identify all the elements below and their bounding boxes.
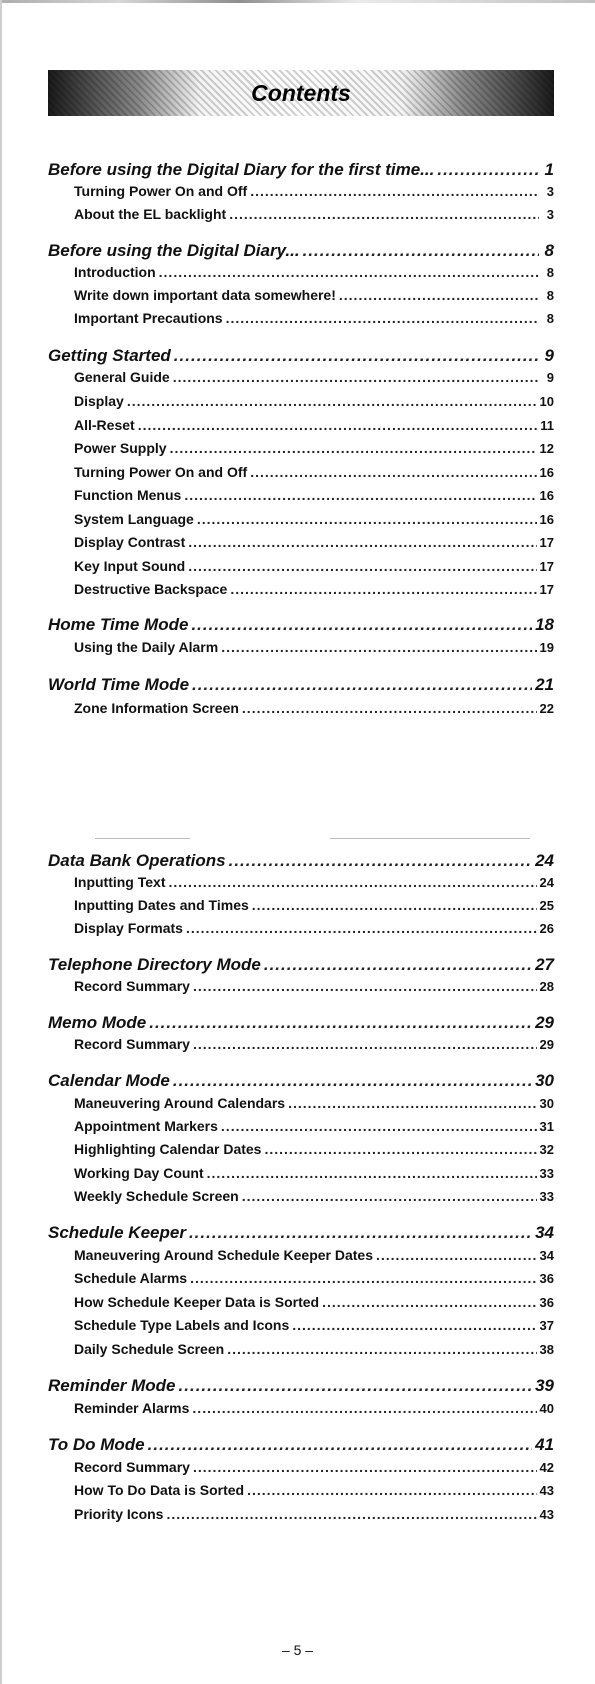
dot-leader — [166, 1506, 536, 1522]
toc-entry-page-number: 22 — [539, 701, 554, 716]
toc-entry-label: Record Summary — [74, 1459, 190, 1475]
toc-entry-page-number: 8 — [546, 311, 554, 326]
dot-leader — [303, 241, 539, 261]
toc-entry-page-number: 24 — [535, 851, 554, 870]
toc-entry-label: Weekly Schedule Screen — [74, 1188, 239, 1204]
toc-entry-page-number: 43 — [539, 1507, 554, 1522]
scan-edge-left — [0, 0, 2, 1684]
toc-subsection-entry — [74, 310, 554, 328]
toc-subsection-entry — [74, 1341, 554, 1359]
toc-entry-page-number: 8 — [546, 265, 554, 280]
toc-subsection-entry — [74, 1400, 554, 1418]
toc-section-entry — [48, 675, 554, 697]
dot-leader — [229, 851, 532, 871]
dot-leader — [242, 700, 537, 716]
toc-section-entry — [48, 241, 554, 263]
dot-leader — [247, 1482, 536, 1498]
dot-leader — [437, 160, 539, 180]
toc-entry-page-number: 16 — [539, 512, 554, 527]
toc-entry-page-number: 33 — [539, 1189, 554, 1204]
toc-entry-label: Maneuvering Around Schedule Keeper Dates — [74, 1247, 373, 1263]
toc-entry-label: Appointment Markers — [74, 1118, 218, 1134]
dot-leader — [264, 1141, 536, 1157]
toc-entry-label: Data Bank Operations — [48, 851, 226, 870]
toc-entry-label: World Time Mode — [48, 675, 190, 694]
toc-entry-page-number: 28 — [539, 979, 554, 994]
toc-entry-label: Record Summary — [74, 1036, 190, 1052]
toc-section-entry — [48, 346, 554, 368]
toc-entry-page-number: 29 — [539, 1037, 554, 1052]
toc-section-entry — [48, 615, 554, 637]
dot-leader — [197, 511, 537, 527]
toc-section-entry — [48, 1223, 554, 1245]
toc-entry-label: General Guide — [74, 369, 170, 385]
toc-entry-label: Write down important data somewhere! — [74, 287, 336, 303]
toc-entry-label: Using the Daily Alarm — [74, 639, 219, 655]
toc-entry-page-number: 9 — [546, 370, 554, 385]
dot-leader — [174, 346, 539, 366]
toc-entry-page-number: 32 — [539, 1142, 554, 1157]
dot-leader — [189, 1223, 532, 1243]
toc-subsection-entry — [74, 1036, 554, 1054]
toc-subsection-entry — [74, 1459, 554, 1477]
toc-entry-page-number: 19 — [539, 640, 554, 655]
dot-leader — [192, 675, 532, 695]
dot-leader — [250, 464, 536, 480]
toc-entry-label: Turning Power On and Off — [74, 183, 248, 199]
toc-subsection-entry — [74, 1165, 554, 1183]
toc-subsection-entry — [74, 581, 554, 599]
toc-entry-label: Priority Icons — [74, 1506, 164, 1522]
toc-subsection-entry — [74, 440, 554, 458]
toc-entry-page-number: 27 — [535, 955, 554, 974]
toc-entry-label: Daily Schedule Screen — [74, 1341, 225, 1357]
dot-leader — [173, 1071, 532, 1091]
toc-entry-label: Before using the Digital Diary for the first time... — [48, 160, 435, 179]
toc-entry-label: How Schedule Keeper Data is Sorted — [74, 1294, 320, 1310]
dot-leader — [288, 1095, 536, 1111]
toc-subsection-entry — [74, 897, 554, 915]
dot-leader — [292, 1317, 536, 1333]
toc-entry-page-number: 16 — [539, 465, 554, 480]
toc-subsection-entry — [74, 639, 554, 657]
dot-leader — [193, 978, 537, 994]
toc-entry-page-number: 33 — [539, 1166, 554, 1181]
toc-subsection-entry — [74, 1482, 554, 1500]
toc-entry-label: About the EL backlight — [74, 206, 227, 222]
toc-entry-page-number: 1 — [544, 160, 554, 179]
toc-entry-label: Display Contrast — [74, 534, 186, 550]
toc-entry-label: Display Formats — [74, 920, 183, 936]
toc-subsection-entry — [74, 369, 554, 387]
toc-section-entry — [48, 955, 554, 977]
toc-entry-label: Inputting Text — [74, 874, 166, 890]
toc-entry-label: Record Summary — [74, 978, 190, 994]
toc-subsection-entry — [74, 511, 554, 529]
dot-leader — [184, 487, 536, 503]
dot-leader — [227, 1341, 536, 1357]
toc-entry-label: Calendar Mode — [48, 1071, 170, 1090]
dot-leader — [193, 1459, 537, 1475]
toc-entry-label: Introduction — [74, 264, 156, 280]
dot-leader — [207, 1165, 537, 1181]
toc-entry-label: System Language — [74, 511, 194, 527]
toc-entry-label: Schedule Keeper — [48, 1223, 186, 1242]
dot-leader — [188, 558, 536, 574]
dot-leader — [339, 287, 539, 303]
dot-leader — [221, 1118, 537, 1134]
dot-leader — [192, 1400, 536, 1416]
contents-banner — [48, 70, 554, 116]
toc-section-entry — [48, 1435, 554, 1457]
dot-leader — [169, 874, 537, 890]
toc-subsection-entry — [74, 1506, 554, 1524]
toc-entry-page-number: 3 — [546, 207, 554, 222]
page-title: Contents — [251, 80, 351, 106]
toc-entry-page-number: 26 — [539, 921, 554, 936]
toc-entry-page-number: 29 — [535, 1013, 554, 1032]
dot-leader — [127, 393, 537, 409]
toc-subsection-entry — [74, 417, 554, 435]
toc-entry-label: Display — [74, 393, 124, 409]
dot-leader — [170, 440, 537, 456]
toc-subsection-entry — [74, 1294, 554, 1312]
toc-subsection-entry — [74, 464, 554, 482]
toc-entry-page-number: 24 — [539, 875, 554, 890]
toc-entry-label: Highlighting Calendar Dates — [74, 1141, 262, 1157]
toc-entry-page-number: 34 — [535, 1223, 554, 1242]
toc-entry-page-number: 31 — [539, 1119, 554, 1134]
toc-entry-label: To Do Mode — [48, 1435, 145, 1454]
toc-subsection-entry — [74, 487, 554, 505]
toc-subsection-entry — [74, 183, 554, 201]
toc-subsection-entry — [74, 558, 554, 576]
dot-leader — [148, 1435, 532, 1455]
toc-subsection-entry — [74, 1095, 554, 1113]
scan-edge-top — [0, 0, 595, 3]
toc-entry-page-number: 18 — [535, 615, 554, 634]
toc-entry-label: Before using the Digital Diary... — [48, 241, 300, 260]
toc-entry-page-number: 9 — [544, 346, 554, 365]
toc-entry-page-number: 21 — [535, 675, 554, 694]
toc-subsection-entry — [74, 534, 554, 552]
toc-section-entry — [48, 1376, 554, 1398]
dot-leader — [191, 615, 532, 635]
toc-subsection-entry — [74, 920, 554, 938]
dot-leader — [186, 920, 537, 936]
toc-section-entry — [48, 851, 554, 873]
toc-entry-label: Important Precautions — [74, 310, 223, 326]
dot-leader — [179, 1376, 533, 1396]
dot-leader — [221, 639, 536, 655]
toc-entry-label: Power Supply — [74, 440, 167, 456]
toc-entry-page-number: 30 — [539, 1096, 554, 1111]
toc-section-entry — [48, 160, 554, 182]
toc-subsection-entry — [74, 978, 554, 996]
toc-entry-page-number: 38 — [539, 1342, 554, 1357]
toc-entry-page-number: 36 — [539, 1271, 554, 1286]
dot-leader — [193, 1036, 537, 1052]
dot-leader — [229, 206, 539, 222]
dot-leader — [173, 369, 539, 385]
toc-entry-page-number: 12 — [539, 441, 554, 456]
page-divider — [0, 838, 595, 840]
toc-entry-page-number: 36 — [539, 1295, 554, 1310]
dot-leader — [138, 417, 538, 433]
page-number: – 5 – — [281, 1642, 314, 1658]
toc-entry-label: Reminder Alarms — [74, 1400, 190, 1416]
toc-entry-page-number: 34 — [539, 1248, 554, 1263]
toc-entry-label: Function Menus — [74, 487, 182, 503]
toc-entry-label: Memo Mode — [48, 1013, 147, 1032]
toc-entry-label: Zone Information Screen — [74, 700, 239, 716]
toc-subsection-entry — [74, 1188, 554, 1206]
toc-subsection-entry — [74, 1317, 554, 1335]
dot-leader — [149, 1013, 532, 1033]
dot-leader — [159, 264, 539, 280]
toc-entry-label: Reminder Mode — [48, 1376, 176, 1395]
toc-subsection-entry — [74, 1247, 554, 1265]
dot-leader — [242, 1188, 537, 1204]
toc-entry-page-number: 37 — [539, 1318, 554, 1333]
toc-entry-page-number: 39 — [535, 1376, 554, 1395]
toc-entry-label: Getting Started — [48, 346, 171, 365]
toc-entry-page-number: 8 — [546, 288, 554, 303]
toc-entry-page-number: 42 — [539, 1460, 554, 1475]
dot-leader — [188, 534, 536, 550]
toc-section-entry — [48, 1071, 554, 1093]
toc-subsection-entry — [74, 264, 554, 282]
toc-entry-label: Turning Power On and Off — [74, 464, 248, 480]
dot-leader — [252, 897, 537, 913]
toc-subsection-entry — [74, 1141, 554, 1159]
toc-entry-label: Working Day Count — [74, 1165, 204, 1181]
toc-entry-page-number: 3 — [546, 184, 554, 199]
toc-entry-page-number: 40 — [539, 1401, 554, 1416]
toc-entry-page-number: 17 — [539, 559, 554, 574]
toc-entry-page-number: 16 — [539, 488, 554, 503]
toc-subsection-entry — [74, 700, 554, 718]
toc-entry-page-number: 8 — [544, 241, 554, 260]
toc-subsection-entry — [74, 874, 554, 892]
toc-entry-label: Schedule Type Labels and Icons — [74, 1317, 290, 1333]
dot-leader — [226, 310, 539, 326]
toc-entry-page-number: 17 — [539, 535, 554, 550]
dot-leader — [322, 1294, 536, 1310]
toc-entry-label: Telephone Directory Mode — [48, 955, 261, 974]
dot-leader — [250, 183, 539, 199]
toc-entry-label: Inputting Dates and Times — [74, 897, 249, 913]
dot-leader — [190, 1270, 536, 1286]
dot-leader — [230, 581, 536, 597]
dot-leader — [264, 955, 532, 975]
toc-section-entry — [48, 1013, 554, 1035]
toc-subsection-entry — [74, 287, 554, 305]
toc-entry-label: Schedule Alarms — [74, 1270, 188, 1286]
toc-entry-label: How To Do Data is Sorted — [74, 1482, 245, 1498]
dot-leader — [376, 1247, 537, 1263]
toc-entry-page-number: 43 — [539, 1483, 554, 1498]
toc-entry-page-number: 30 — [535, 1071, 554, 1090]
toc-entry-page-number: 25 — [539, 898, 554, 913]
toc-subsection-entry — [74, 1270, 554, 1288]
toc-entry-page-number: 11 — [540, 418, 554, 433]
toc-entry-label: Destructive Backspace — [74, 581, 228, 597]
toc-entry-page-number: 41 — [535, 1435, 554, 1454]
toc-entry-label: Home Time Mode — [48, 615, 189, 634]
toc-entry-label: All-Reset — [74, 417, 135, 433]
toc-entry-page-number: 17 — [539, 582, 554, 597]
toc-subsection-entry — [74, 393, 554, 411]
toc-subsection-entry — [74, 1118, 554, 1136]
toc-subsection-entry — [74, 206, 554, 224]
toc-entry-label: Key Input Sound — [74, 558, 186, 574]
toc-entry-label: Maneuvering Around Calendars — [74, 1095, 286, 1111]
toc-entry-page-number: 10 — [539, 394, 554, 409]
